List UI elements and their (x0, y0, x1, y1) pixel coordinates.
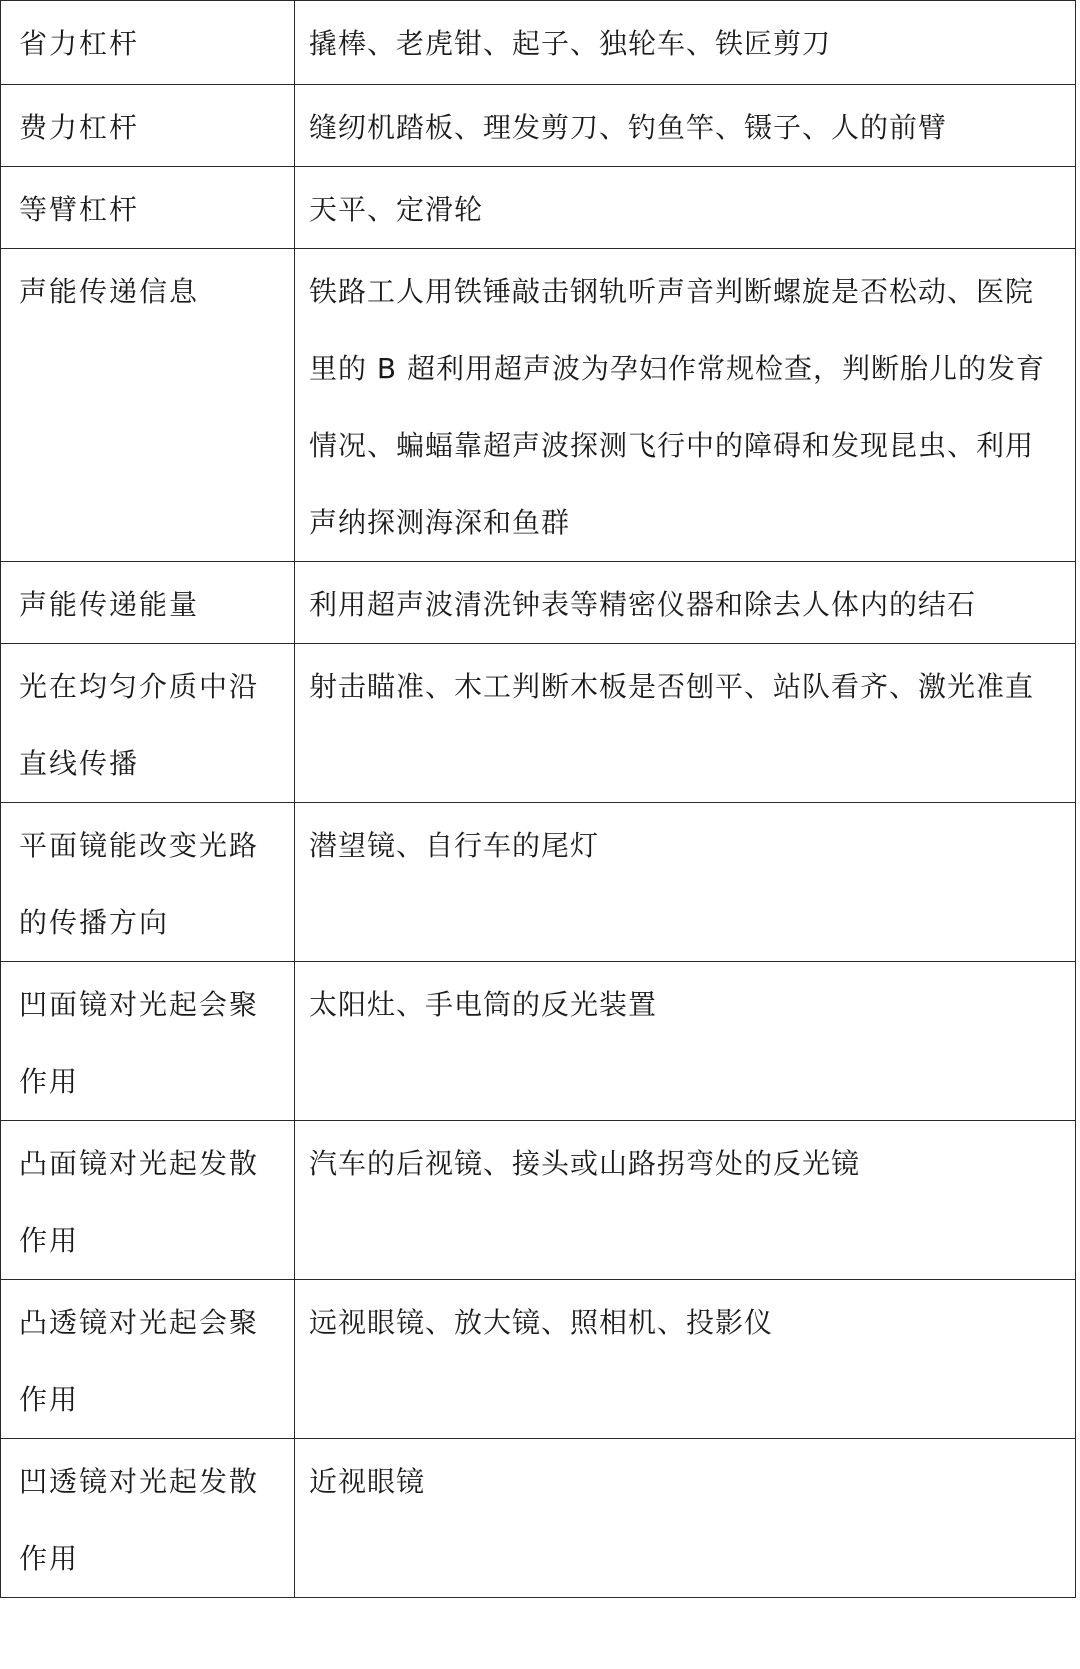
examples-cell: 缝纫机踏板、理发剪刀、钓鱼竿、镊子、人的前臂 (295, 85, 1076, 167)
principle-cell: 平面镜能改变光路的传播方向 (1, 803, 295, 962)
principle-cell: 凹面镜对光起会聚作用 (1, 962, 295, 1121)
table-row (1, 644, 1076, 803)
examples-cell: 太阳灶、手电筒的反光装置 (295, 962, 1076, 1121)
table-row (1, 167, 1076, 249)
principle-cell: 声能传递信息 (1, 249, 295, 562)
table-row (1, 249, 1076, 562)
examples-cell: 天平、定滑轮 (295, 167, 1076, 249)
table-row (1, 1121, 1076, 1280)
principle-cell: 等臂杠杆 (1, 167, 295, 249)
principle-cell: 费力杠杆 (1, 85, 295, 167)
examples-cell: 铁路工人用铁锤敲击钢轨听声音判断螺旋是否松动、医院里的 B 超利用超声波为孕妇作常规检查，判断胎儿的发育情况、蝙蝠靠超声波探测飞行中的障碍和发现昆虫、利用声纳探测海深和鱼群 (295, 249, 1076, 562)
table-row (1, 1, 1076, 85)
table-row (1, 562, 1076, 644)
examples-cell: 近视眼镜 (295, 1439, 1076, 1598)
principle-cell: 凸透镜对光起会聚作用 (1, 1280, 295, 1439)
examples-cell: 利用超声波清洗钟表等精密仪器和除去人体内的结石 (295, 562, 1076, 644)
principle-cell: 光在均匀介质中沿直线传播 (1, 644, 295, 803)
examples-cell: 射击瞄准、木工判断木板是否刨平、站队看齐、激光准直 (295, 644, 1076, 803)
table-row (1, 1280, 1076, 1439)
table-row (1, 85, 1076, 167)
examples-cell: 撬棒、老虎钳、起子、独轮车、铁匠剪刀 (295, 1, 1076, 85)
principle-cell: 省力杠杆 (1, 1, 295, 85)
examples-cell: 潜望镜、自行车的尾灯 (295, 803, 1076, 962)
principle-cell: 声能传递能量 (1, 562, 295, 644)
examples-cell: 远视眼镜、放大镜、照相机、投影仪 (295, 1280, 1076, 1439)
principle-cell: 凸面镜对光起发散作用 (1, 1121, 295, 1280)
table-row (1, 962, 1076, 1121)
table-row (1, 803, 1076, 962)
principle-cell: 凹透镜对光起发散作用 (1, 1439, 295, 1598)
table-row (1, 1439, 1076, 1598)
examples-cell: 汽车的后视镜、接头或山路拐弯处的反光镜 (295, 1121, 1076, 1280)
